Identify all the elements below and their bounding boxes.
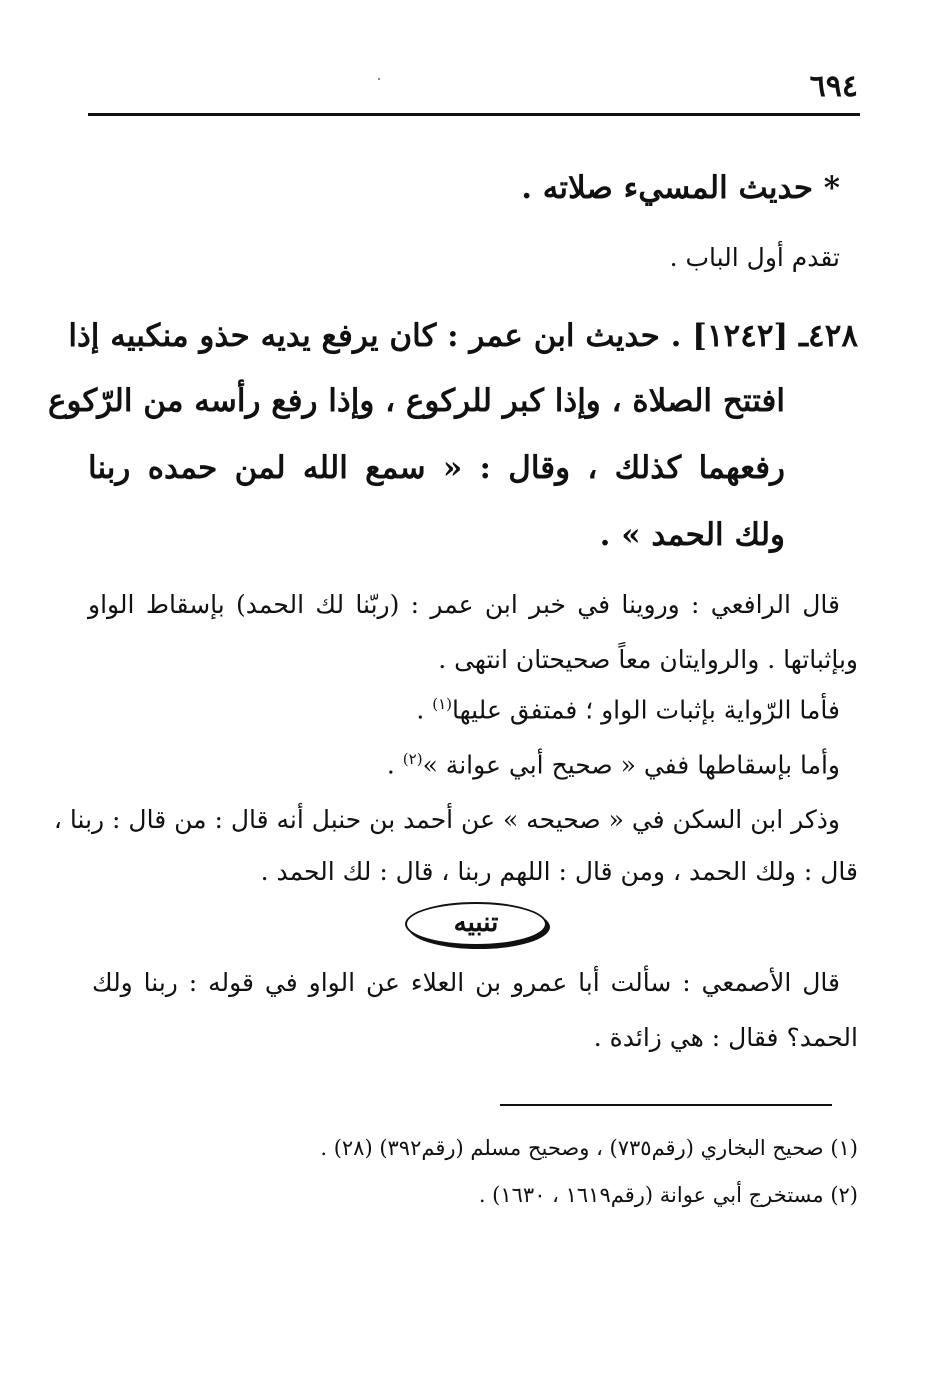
commentary-line-4-end: . [386,750,403,780]
commentary-line-1: قال الرافعي : وروينا في خبر ابن عمر : (ربّنا لك الحمد) بإسقاط الواو [88,590,840,619]
notice-line-1: قال الأصمعي : سألت أبا عمرو بن العلاء عن الواو في قوله : ربنا ولك [92,968,840,997]
commentary-line-6: قال : ولك الحمد ، ومن قال : اللهم ربنا ، قال : لك الحمد . [260,857,858,886]
footnote-ref-1: (١) [432,695,452,713]
commentary-line-4 [387,750,840,779]
header-rule [88,113,860,116]
notice-label: تنبيه [453,908,499,938]
footnote-2: (٢) مستخرج أبي عوانة (رقم١٦١٩ ، ١٦٣٠) . [478,1183,858,1207]
page-number: ٦٩٤ [809,69,858,104]
commentary-line-3-text: فأما الرّواية بإثبات الواو ؛ فمتفق عليها [452,695,840,725]
commentary-line-2: وبإثباتها . والروايتان معاً صحيحتان انتهى . [438,645,858,674]
notice-line-2: الحمد؟ فقال : هي زائدة . [593,1023,858,1052]
footnote-rule [500,1104,832,1106]
commentary-line-5: وذكر ابن السكن في « صحيحه » عن أحمد بن حنبل أنه قال : من قال : ربنا ، [53,805,840,834]
commentary-line-3-end: . [416,695,433,725]
notice-badge [405,902,547,946]
hadith-line-4: ولك الحمد » . [599,517,785,553]
hadith-line-2: افتتح الصلاة ، وإذا كبر للركوع ، وإذا رفع رأسه من الرّكوع [48,383,785,419]
scan-speck [378,78,380,80]
commentary-line-4-text: وأما بإسقاطها ففي « صحيح أبي عوانة » [422,750,840,780]
hadith-line-1: ٤٢٨ـ [١٢٤٢] . حديث ابن عمر : كان يرفع يديه حذو منكبيه إذا [68,318,858,354]
commentary-line-3 [416,695,840,724]
section-heading: * حديث المسيء صلاته . [521,170,840,206]
footnote-ref-2: (٢) [402,750,423,768]
hadith-line-3: رفعهما كذلك ، وقال : « سمع الله لمن حمده ربنا [88,450,785,486]
section-note: تقدم أول الباب . [669,243,840,272]
footnote-1: (١) صحيح البخاري (رقم٧٣٥) ، وصحيح مسلم (رقم٣٩٢) (٢٨) . [320,1136,858,1160]
